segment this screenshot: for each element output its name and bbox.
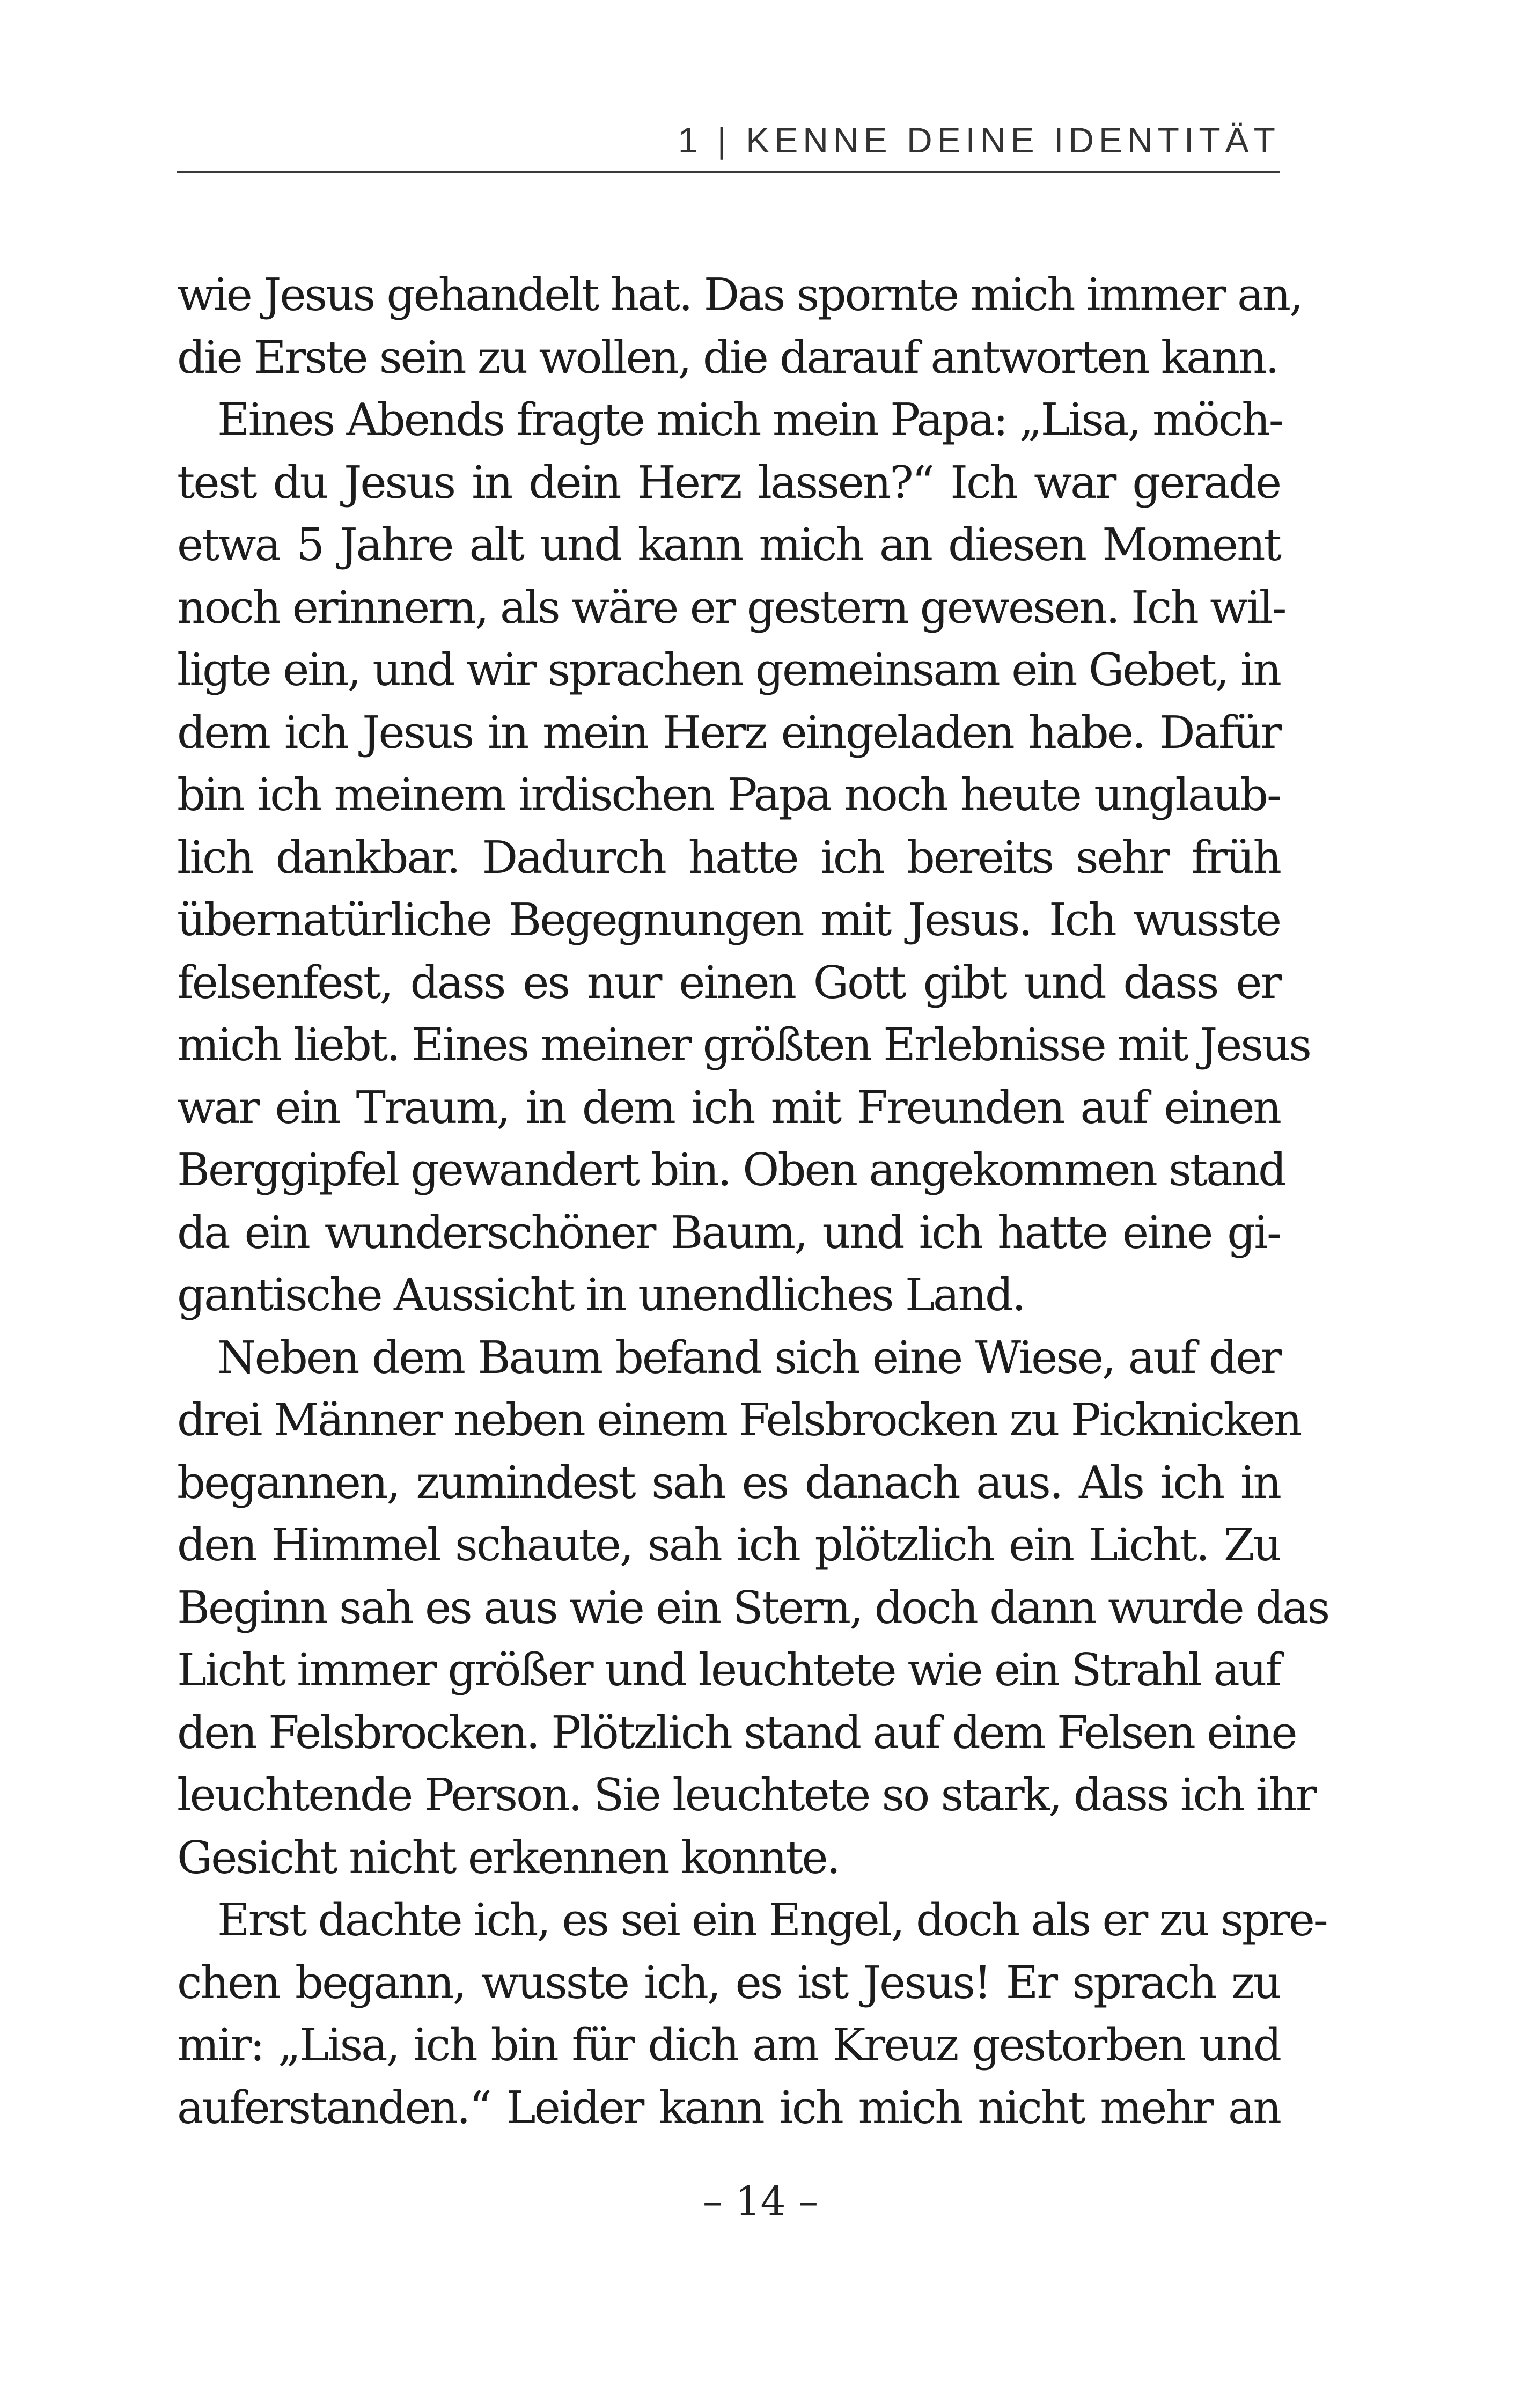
text-line: den Himmel schaute, sah ich plötzlich ein Licht. Zu — [177, 1519, 1280, 1571]
text-line: lich dankbar. Dadurch hatte ich bereits sehr früh — [177, 831, 1280, 884]
text-line: noch erinnern, als wäre er gestern gewesen. Ich wil- — [177, 581, 1285, 634]
text-line: dem ich Jesus in mein Herz eingeladen habe. Dafür — [177, 706, 1280, 759]
text-line: ligte ein, und wir sprachen gemeinsam ein Gebet, in — [177, 644, 1280, 696]
running-header-title: 1 | KENNE DEINE IDENTITÄT — [678, 120, 1280, 160]
text-line: begannen, zumindest sah es danach aus. Als ich in — [177, 1456, 1280, 1509]
text-line: wie Jesus gehandelt hat. Das spornte mich immer an, — [177, 269, 1302, 321]
text-line: den Felsbrocken. Plötzlich stand auf dem Felsen eine — [177, 1706, 1296, 1759]
paragraph-first-line: Eines Abends fragte mich mein Papa: „Lisa, möch- — [217, 394, 1282, 446]
text-line: Beginn sah es aus wie ein Stern, doch dann wurde das — [177, 1581, 1329, 1634]
text-line: mir: „Lisa, ich bin für dich am Kreuz gestorben und — [177, 2019, 1280, 2071]
text-line: leuchtende Person. Sie leuchtete so stark, dass ich ihr — [177, 1769, 1316, 1821]
text-line: mich liebt. Eines meiner größten Erlebnisse mit Jesus — [177, 1019, 1311, 1071]
page-number: – 14 – — [702, 2178, 819, 2225]
text-line: drei Männer neben einem Felsbrocken zu Picknicken — [177, 1394, 1301, 1446]
text-line: gantische Aussicht in unendliches Land. — [177, 1269, 1025, 1321]
text-line: da ein wunderschöner Baum, und ich hatte eine gi- — [177, 1206, 1280, 1259]
text-line: auferstanden.“ Leider kann ich mich nicht mehr an — [177, 2081, 1280, 2134]
text-line: die Erste sein zu wollen, die darauf antworten kann. — [177, 331, 1278, 384]
text-line: felsenfest, dass es nur einen Gott gibt und dass er — [177, 956, 1280, 1009]
paragraph-first-line: Erst dachte ich, es sei ein Engel, doch als er zu spre- — [217, 1894, 1327, 1946]
text-line: Licht immer größer und leuchtete wie ein Strahl auf — [177, 1644, 1280, 1696]
text-line: Berggipfel gewandert bin. Oben angekommen stand — [177, 1144, 1285, 1196]
text-line: etwa 5 Jahre alt und kann mich an diesen Moment — [177, 519, 1280, 571]
paragraph-first-line: Neben dem Baum befand sich eine Wiese, auf der — [217, 1331, 1280, 1384]
text-line: war ein Traum, in dem ich mit Freunden auf einen — [177, 1081, 1280, 1134]
text-line: test du Jesus in dein Herz lassen?“ Ich war gerade — [177, 456, 1280, 509]
text-line: übernatürliche Begegnungen mit Jesus. Ich wusste — [177, 894, 1280, 946]
text-line: Gesicht nicht erkennen konnte. — [177, 1831, 840, 1884]
text-line: chen begann, wusste ich, es ist Jesus! Er sprach zu — [177, 1956, 1280, 2009]
header-divider — [177, 171, 1280, 173]
text-line: bin ich meinem irdischen Papa noch heute unglaub- — [177, 769, 1280, 821]
page-body-text — [177, 264, 1329, 2139]
